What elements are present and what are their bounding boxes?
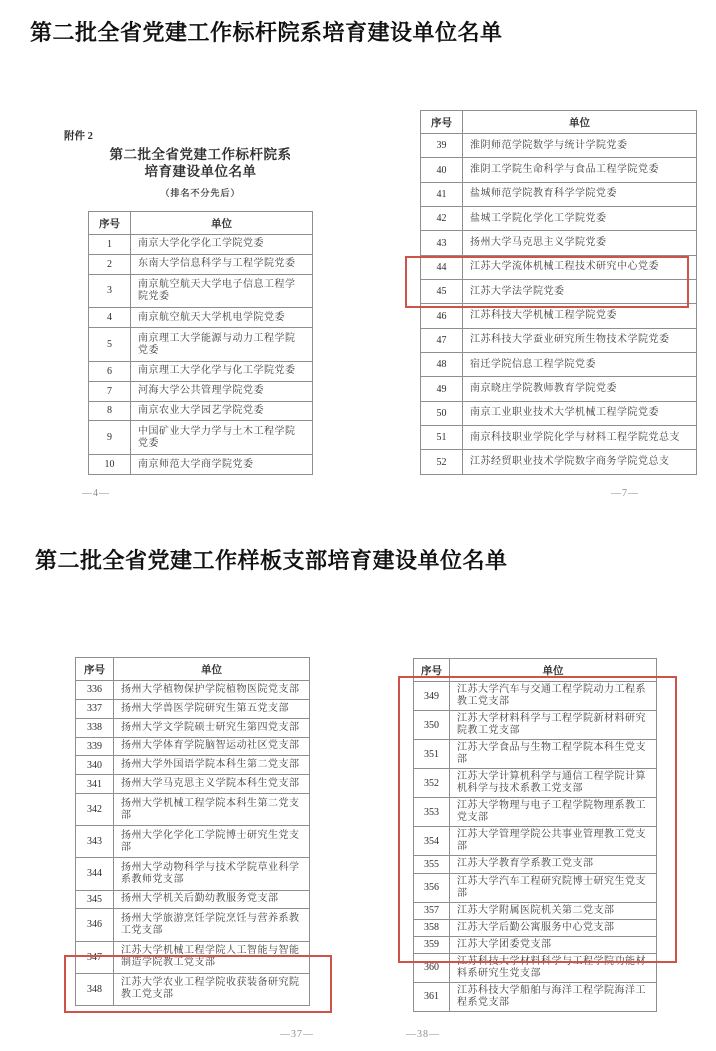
unit-name: 江苏大学管理学院公共事业管理教工党支部: [450, 827, 657, 856]
row-number: 349: [414, 682, 450, 711]
table-row: [421, 255, 697, 279]
unit-name: 江苏科技大学材料科学与工程学院功能材料系研究生党支部: [450, 953, 657, 982]
row-number: 46: [421, 304, 463, 328]
unit-name: 南京农业大学园艺学院党委: [131, 401, 313, 421]
column-header: 序号: [89, 212, 131, 235]
table-row: [76, 699, 310, 718]
unit-name: 淮阴工学院生命科学与食品工程学院党委: [463, 158, 697, 182]
table-row: [414, 936, 657, 953]
page-number-7: —7—: [611, 488, 639, 499]
row-number: 43: [421, 231, 463, 255]
unit-name: 江苏大学附属医院机关第二党支部: [450, 902, 657, 919]
unit-name: 扬州大学动物科学与技术学院草业科学系教师党支部: [114, 858, 310, 890]
table-row: [414, 769, 657, 798]
row-number: 356: [414, 873, 450, 902]
column-header: 单位: [450, 659, 657, 682]
row-number: 347: [76, 941, 114, 973]
section1-title: 第二批全省党建工作标杆院系培育建设单位名单: [30, 20, 503, 45]
row-number: 344: [76, 858, 114, 890]
row-number: 50: [421, 401, 463, 425]
unit-name: 江苏大学计算机科学与通信工程学院计算机科学与技术系教工党支部: [450, 769, 657, 798]
unit-name: 东南大学信息科学与工程学院党委: [131, 254, 313, 274]
unit-name: 扬州大学文学院硕士研究生第四党支部: [114, 718, 310, 737]
unit-name: 扬州大学机械工程学院本科生第二党支部: [114, 794, 310, 826]
table-row: [421, 328, 697, 352]
unit-name: 盐城工学院化学化工学院党委: [463, 207, 697, 231]
table-row: [76, 890, 310, 909]
table-header-row: [76, 658, 310, 681]
table-model-left: [75, 657, 310, 1006]
unit-name: 江苏大学团委党支部: [450, 936, 657, 953]
unit-name: 江苏大学食品与生物工程学院本科生党支部: [450, 740, 657, 769]
unit-name: 扬州大学植物保护学院植物医院党支部: [114, 681, 310, 700]
unit-name: 南京理工大学能源与动力工程学院党委: [131, 328, 313, 362]
unit-name: 江苏大学物理与电子工程学院物理系教工党支部: [450, 798, 657, 827]
unit-name: 南京航空航天大学机电学院党委: [131, 308, 313, 328]
table-row: [421, 353, 697, 377]
page-number-37: —37—: [280, 1029, 314, 1040]
table-row: [414, 902, 657, 919]
table-row: [421, 401, 697, 425]
table-row: [414, 919, 657, 936]
unit-name: 江苏科技大学机械工程学院党委: [463, 304, 697, 328]
row-number: 352: [414, 769, 450, 798]
column-header: 单位: [463, 111, 697, 134]
table-row: [421, 304, 697, 328]
table-row: [76, 756, 310, 775]
row-number: 39: [421, 134, 463, 158]
row-number: 355: [414, 856, 450, 873]
unit-name: 盐城师范学院教育科学学院党委: [463, 182, 697, 206]
table-row: [89, 308, 313, 328]
row-number: 8: [89, 401, 131, 421]
unit-name: 江苏大学法学院党委: [463, 280, 697, 304]
row-number: 1: [89, 235, 131, 255]
row-number: 40: [421, 158, 463, 182]
table-row: [89, 274, 313, 308]
unit-name: 扬州大学化学化工学院博士研究生党支部: [114, 826, 310, 858]
unit-name: 宿迁学院信息工程学院党委: [463, 353, 697, 377]
unit-name: 扬州大学马克思主义学院党委: [463, 231, 697, 255]
table-row: [89, 328, 313, 362]
unit-name: 江苏大学汽车与交通工程学院动力工程系教工党支部: [450, 682, 657, 711]
doc-title-line2: 培育建设单位名单: [144, 164, 257, 179]
unit-name: 江苏大学机械工程学院人工智能与智能制造学院教工党支部: [114, 941, 310, 973]
row-number: 353: [414, 798, 450, 827]
row-number: 49: [421, 377, 463, 401]
table-row: [414, 798, 657, 827]
table-row: [414, 740, 657, 769]
table-row: [76, 681, 310, 700]
table-row: [89, 361, 313, 381]
unit-name: 江苏科技大学船舶与海洋工程学院海洋工程系党支部: [450, 982, 657, 1011]
row-number: 346: [76, 909, 114, 941]
table-row: [421, 426, 697, 450]
table-row: [421, 134, 697, 158]
table-row: [414, 856, 657, 873]
unit-name: 江苏经贸职业技术学院数字商务学院党总支: [463, 450, 697, 475]
unit-name: 扬州大学马克思主义学院本科生党支部: [114, 775, 310, 794]
table-row: [89, 381, 313, 401]
row-number: 360: [414, 953, 450, 982]
unit-name: 江苏大学后勤公寓服务中心党支部: [450, 919, 657, 936]
column-header: 序号: [414, 659, 450, 682]
table-row: [76, 718, 310, 737]
row-number: 339: [76, 737, 114, 756]
row-number: 9: [89, 421, 131, 455]
table-row: [89, 235, 313, 255]
unit-name: 江苏科技大学蚕业研究所生物技术学院党委: [463, 328, 697, 352]
unit-name: 南京晓庄学院教师教育学院党委: [463, 377, 697, 401]
row-number: 354: [414, 827, 450, 856]
unit-name: 南京理工大学化学与化工学院党委: [131, 361, 313, 381]
doc-heading: [88, 146, 313, 199]
row-number: 351: [414, 740, 450, 769]
unit-name: 南京师范大学商学院党委: [131, 455, 313, 475]
table-row: [414, 827, 657, 856]
table-row: [76, 794, 310, 826]
attachment-label: 附件 2: [64, 131, 93, 142]
table-row: [76, 909, 310, 941]
table-row: [89, 455, 313, 475]
row-number: 7: [89, 381, 131, 401]
table-row: [76, 775, 310, 794]
table-benchmark-right: [420, 110, 697, 475]
page-number-38: —38—: [406, 1029, 440, 1040]
row-number: 342: [76, 794, 114, 826]
unit-name: 扬州大学机关后勤幼教服务党支部: [114, 890, 310, 909]
table-row: [76, 826, 310, 858]
unit-name: 南京工业职业技术大学机械工程学院党委: [463, 401, 697, 425]
row-number: 44: [421, 255, 463, 279]
unit-name: 江苏大学汽车工程研究院博士研究生党支部: [450, 873, 657, 902]
row-number: 337: [76, 699, 114, 718]
unit-name: 南京大学化学化工学院党委: [131, 235, 313, 255]
row-number: 357: [414, 902, 450, 919]
row-number: 350: [414, 711, 450, 740]
row-number: 47: [421, 328, 463, 352]
table-row: [414, 982, 657, 1011]
row-number: 3: [89, 274, 131, 308]
row-number: 341: [76, 775, 114, 794]
column-header: 序号: [421, 111, 463, 134]
table-header-row: [89, 212, 313, 235]
doc-subtitle: （排名不分先后）: [160, 188, 241, 198]
row-number: 45: [421, 280, 463, 304]
row-number: 336: [76, 681, 114, 700]
table-row: [76, 973, 310, 1005]
table-row: [76, 941, 310, 973]
table-row: [414, 953, 657, 982]
unit-name: 扬州大学外国语学院本科生第二党支部: [114, 756, 310, 775]
unit-name: 扬州大学旅游烹饪学院烹饪与营养系教工党支部: [114, 909, 310, 941]
unit-name: 扬州大学兽医学院研究生第五党支部: [114, 699, 310, 718]
table-row: [421, 182, 697, 206]
page-number-4: —4—: [82, 488, 110, 499]
row-number: 361: [414, 982, 450, 1011]
unit-name: 江苏大学农业工程学院收获装备研究院教工党支部: [114, 973, 310, 1005]
row-number: 345: [76, 890, 114, 909]
table-row: [421, 231, 697, 255]
row-number: 358: [414, 919, 450, 936]
table-benchmark-left: [88, 211, 313, 475]
unit-name: 南京科技职业学院化学与材料工程学院党总支: [463, 426, 697, 450]
row-number: 340: [76, 756, 114, 775]
row-number: 42: [421, 207, 463, 231]
table-row: [89, 421, 313, 455]
row-number: 2: [89, 254, 131, 274]
table-row: [421, 158, 697, 182]
column-header: 单位: [131, 212, 313, 235]
table-row: [89, 254, 313, 274]
unit-name: 河海大学公共管理学院党委: [131, 381, 313, 401]
section2-title: 第二批全省党建工作样板支部培育建设单位名单: [35, 548, 508, 573]
table-row: [76, 858, 310, 890]
column-header: 单位: [114, 658, 310, 681]
row-number: 4: [89, 308, 131, 328]
row-number: 10: [89, 455, 131, 475]
doc-title-line1: 第二批全省党建工作标杆院系: [109, 147, 292, 162]
table-header-row: [414, 659, 657, 682]
row-number: 41: [421, 182, 463, 206]
row-number: 51: [421, 426, 463, 450]
table-header-row: [421, 111, 697, 134]
table-row: [421, 450, 697, 475]
unit-name: 淮阴师范学院数学与统计学院党委: [463, 134, 697, 158]
unit-name: 南京航空航天大学电子信息工程学院党委: [131, 274, 313, 308]
table-row: [76, 737, 310, 756]
row-number: 6: [89, 361, 131, 381]
table-row: [414, 682, 657, 711]
table-row: [89, 401, 313, 421]
unit-name: 江苏大学材料科学与工程学院新材料研究院教工党支部: [450, 711, 657, 740]
row-number: 5: [89, 328, 131, 362]
table-row: [414, 711, 657, 740]
row-number: 52: [421, 450, 463, 475]
unit-name: 江苏大学教育学系教工党支部: [450, 856, 657, 873]
unit-name: 中国矿业大学力学与土木工程学院党委: [131, 421, 313, 455]
table-model-right: [413, 658, 657, 1012]
column-header: 序号: [76, 658, 114, 681]
row-number: 359: [414, 936, 450, 953]
table-row: [421, 207, 697, 231]
unit-name: 扬州大学体育学院脑智运动社区党支部: [114, 737, 310, 756]
table-row: [414, 873, 657, 902]
row-number: 338: [76, 718, 114, 737]
row-number: 343: [76, 826, 114, 858]
unit-name: 江苏大学流体机械工程技术研究中心党委: [463, 255, 697, 279]
table-row: [421, 280, 697, 304]
row-number: 48: [421, 353, 463, 377]
table-row: [421, 377, 697, 401]
row-number: 348: [76, 973, 114, 1005]
